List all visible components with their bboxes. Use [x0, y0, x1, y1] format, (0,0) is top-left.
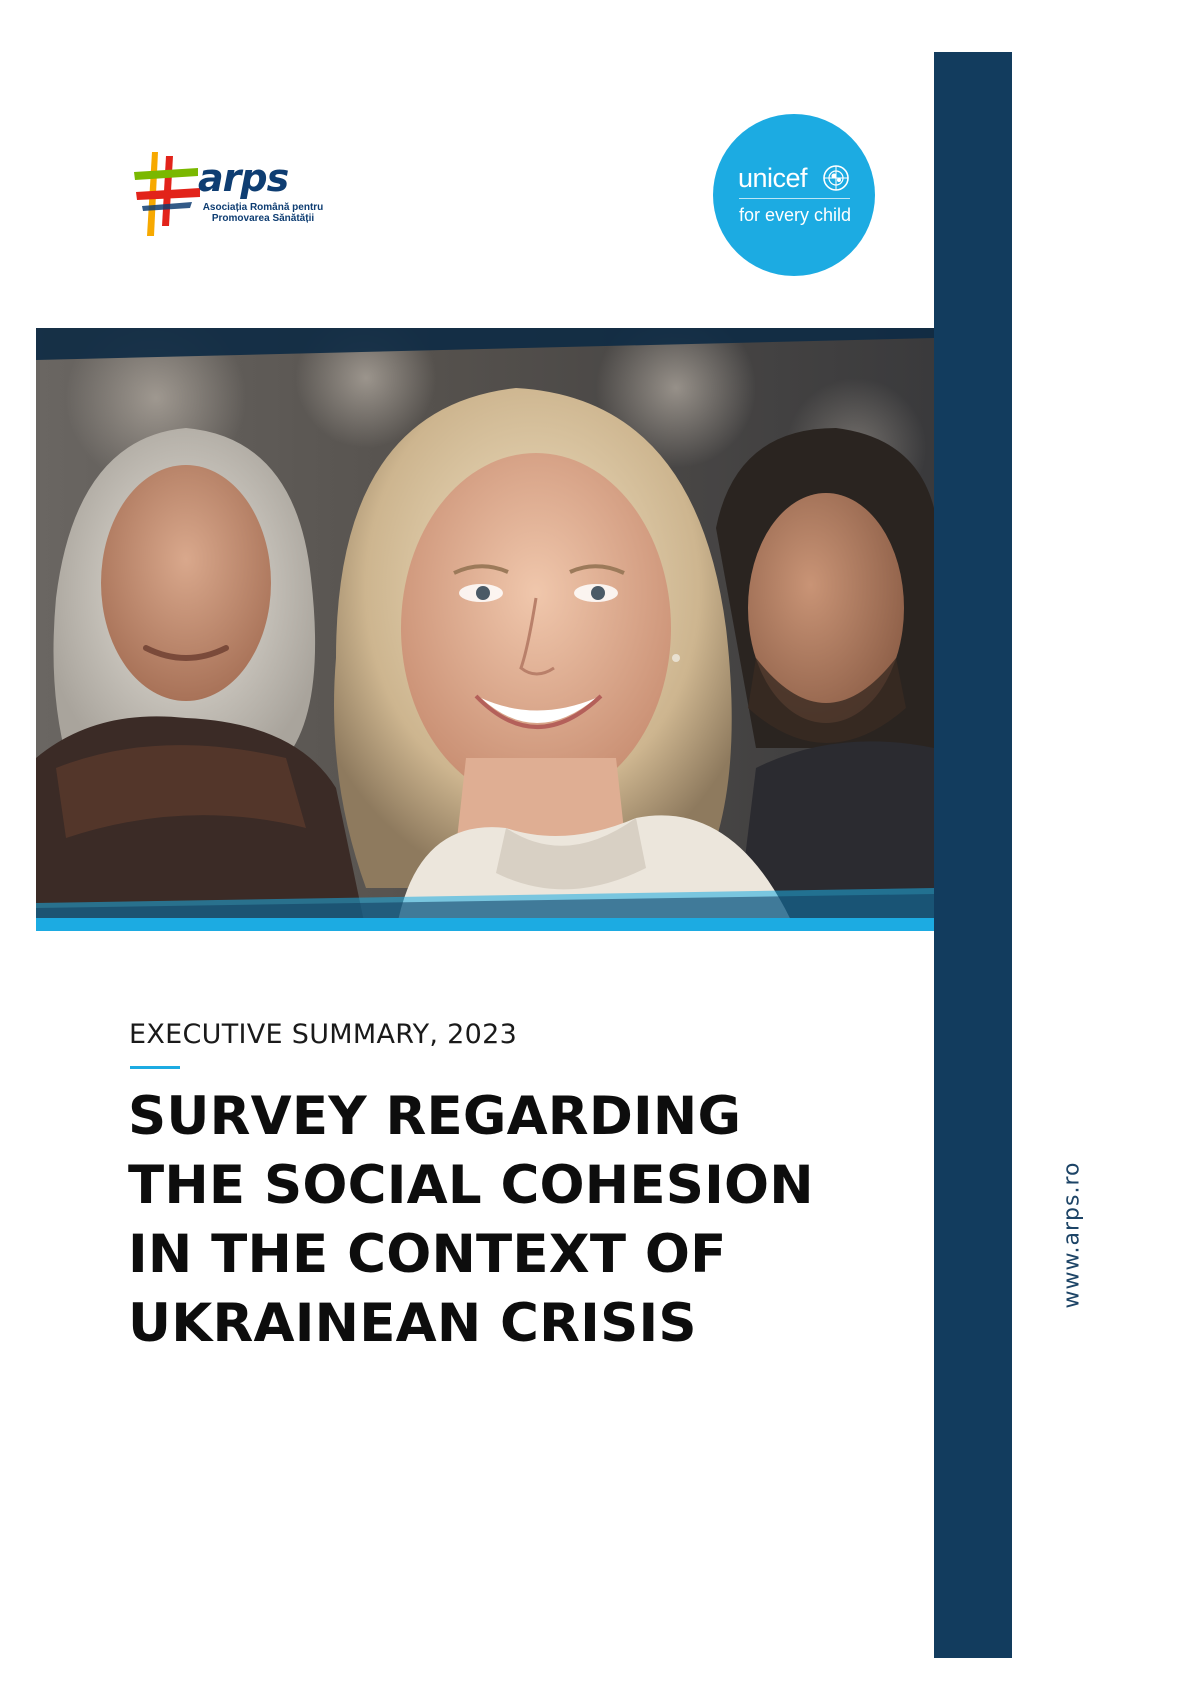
unicef-wordmark: unicef — [738, 163, 808, 193]
arps-subtitle-line2: Promovarea Sănătății — [211, 213, 315, 224]
title-line: UKRAINEAN CRISIS — [128, 1293, 697, 1354]
photo-three-people-smiling — [36, 328, 934, 931]
report-title — [128, 1082, 908, 1358]
un-emblem-icon — [821, 163, 851, 193]
side-bar — [934, 52, 1012, 1658]
arps-subtitle — [198, 202, 328, 224]
arps-cross-icon — [132, 148, 202, 240]
accent-divider — [130, 1066, 180, 1069]
unicef-divider — [739, 198, 850, 199]
arps-subtitle-line1: Asociația Română pentru — [202, 202, 324, 213]
title-line: SURVEY REGARDING — [128, 1086, 742, 1147]
report-subtitle: EXECUTIVE SUMMARY, 2023 — [129, 1019, 518, 1050]
website-url[interactable]: www.arps.ro — [1059, 1161, 1085, 1309]
title-line: THE SOCIAL COHESION — [128, 1155, 814, 1216]
hero-photo — [36, 328, 934, 931]
arps-logo — [132, 148, 322, 240]
arps-wordmark: arps — [198, 156, 289, 200]
unicef-logo — [713, 114, 875, 276]
title-line: IN THE CONTEXT OF — [128, 1224, 727, 1285]
unicef-tagline: for every child — [739, 205, 852, 225]
